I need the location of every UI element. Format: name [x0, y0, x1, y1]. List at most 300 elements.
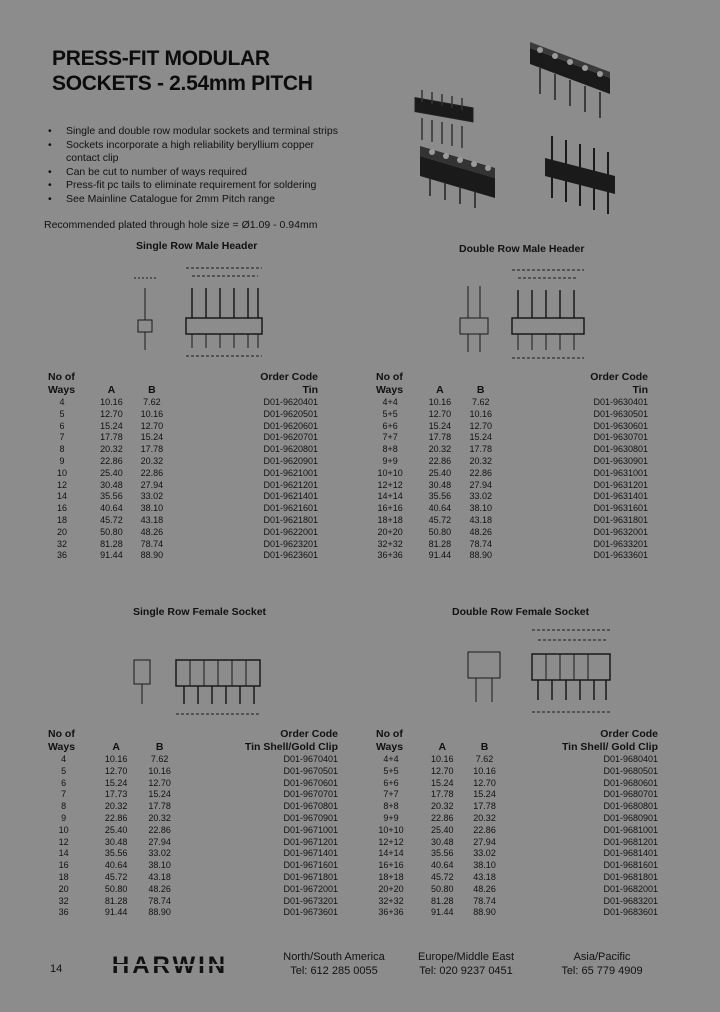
cell-ways: 4+4: [383, 754, 399, 764]
feature-item: • See Mainline Catalogue for 2mm Pitch range: [48, 193, 348, 207]
col-header-ways-line: No of: [48, 371, 75, 383]
table-row: [48, 432, 318, 444]
region-name: North/South America: [283, 951, 385, 963]
cell-order-code: D01-9680701: [603, 789, 658, 800]
table-row: [48, 848, 338, 860]
cell-ways: 14+14: [377, 491, 403, 502]
col-header-a: [94, 371, 129, 397]
cell-ways: 8: [61, 801, 67, 812]
cell-order-code: D01-9670501: [283, 765, 338, 776]
table-row: [48, 766, 338, 778]
cell-a: 40.64: [428, 503, 452, 514]
table-row: [48, 754, 338, 766]
cell-b: 22.86: [473, 824, 496, 835]
cell-order-code: D01-9671401: [283, 848, 338, 859]
table-row: [48, 778, 338, 790]
cell-order-code: D01-9630601: [593, 420, 648, 431]
cell-a: 10.16: [100, 397, 123, 407]
cell-a: 81.28: [100, 538, 123, 549]
table-row: [376, 397, 648, 409]
cell-b: 17.78: [140, 444, 164, 455]
col-header-order-code-line: Tin: [632, 384, 648, 396]
cell-a: 15.24: [104, 777, 128, 788]
cell-b: 48.26: [148, 883, 171, 894]
cell-ways: 9+9: [382, 455, 398, 466]
title-line-2: SOCKETS - 2.54mm PITCH: [52, 72, 313, 95]
col-header-order-code-line: Tin Shell/Gold Clip: [244, 741, 338, 753]
cell-b: 38.10: [473, 860, 496, 871]
col-header-b-line: B: [155, 741, 164, 753]
cell-order-code: D01-9670701: [283, 789, 338, 800]
table-row: [376, 409, 648, 421]
heading-single-male: Single Row Male Header: [136, 240, 258, 252]
footer-region-europe: [404, 950, 528, 978]
cell-a: 25.40: [431, 824, 454, 835]
cell-a: 10.16: [428, 397, 452, 407]
col-header-order-code-line: Tin: [302, 384, 318, 396]
table-row: [376, 860, 658, 872]
cell-ways: 9: [61, 812, 67, 823]
cell-order-code: D01-9631201: [593, 479, 648, 490]
cell-b: 15.24: [140, 432, 164, 443]
cell-b: 38.10: [140, 503, 164, 514]
cell-ways: 9+9: [383, 812, 399, 823]
cell-a: 17.78: [431, 789, 454, 800]
cell-ways: 16: [56, 503, 67, 514]
table-row: [48, 837, 338, 849]
cell-order-code: D01-9631801: [593, 514, 648, 525]
table-row: [376, 444, 648, 456]
col-header-ways-line: Ways: [48, 384, 76, 396]
cell-order-code: D01-9620601: [263, 420, 318, 431]
cell-order-code: D01-9623201: [263, 538, 318, 549]
col-header-b-line: B: [148, 384, 156, 396]
cell-ways: 12+12: [378, 836, 404, 847]
table-row: [376, 766, 658, 778]
cell-order-code: D01-9681401: [603, 848, 658, 859]
table-row: [376, 503, 648, 515]
cell-order-code: D01-9672001: [283, 883, 338, 894]
cell-b: 78.74: [469, 538, 492, 549]
cell-b: 10.16: [140, 408, 164, 419]
cell-order-code: D01-9670801: [283, 801, 338, 812]
cell-b: 7.62: [143, 397, 161, 407]
table-row: [376, 550, 648, 562]
table-double-male: [376, 371, 648, 562]
heading-single-female: Single Row Female Socket: [133, 606, 267, 618]
photo-double-male: [545, 136, 615, 214]
cell-ways: 32+32: [377, 538, 403, 549]
col-header-order-code: [504, 371, 648, 397]
cell-a: 22.86: [428, 455, 452, 466]
region-phone: Tel: 612 285 0055: [290, 965, 378, 977]
photo-single-row-strip: [415, 90, 473, 148]
col-header-ways-line: Ways: [376, 741, 404, 753]
cell-ways: 4: [61, 754, 67, 764]
table-header-row: [48, 371, 318, 397]
cell-a: 40.64: [431, 860, 454, 871]
cell-a: 22.86: [100, 455, 123, 466]
cell-ways: 16: [58, 860, 69, 871]
cell-a: 45.72: [104, 871, 128, 882]
cell-order-code: D01-9620401: [263, 397, 318, 407]
cell-a: 17.78: [100, 432, 123, 443]
table-row: [376, 527, 648, 539]
cell-order-code: D01-9631401: [593, 491, 648, 502]
table-row: [376, 825, 658, 837]
heading-double-male: Double Row Male Header: [459, 243, 585, 255]
cell-b: 7.62: [150, 754, 169, 764]
cell-b: 7.62: [475, 754, 494, 764]
table-row: [48, 801, 338, 813]
col-header-order-code-line: Order Code: [590, 371, 648, 383]
table-row: [48, 789, 338, 801]
cell-a: 10.16: [431, 754, 454, 764]
col-header-ways-line: Ways: [376, 384, 404, 396]
cell-ways: 10: [58, 824, 69, 835]
drawing-double-female: [448, 622, 618, 722]
cell-b: 43.18: [148, 871, 171, 882]
table-row: [48, 813, 338, 825]
page-number: 14: [50, 963, 63, 975]
col-header-ways: [376, 371, 422, 397]
cell-ways: 12: [58, 836, 69, 847]
cell-order-code: D01-9681201: [603, 836, 658, 847]
col-header-ways: [376, 728, 424, 754]
cell-a: 20.32: [428, 444, 452, 455]
cell-a: 45.72: [100, 514, 123, 525]
cell-b: 88.90: [473, 907, 496, 918]
cell-order-code: D01-9632001: [593, 526, 648, 537]
cell-b: 7.62: [471, 397, 490, 407]
feature-item: • Press-fit pc tails to eliminate requirement for soldering: [48, 179, 348, 193]
col-header-a-line: A: [436, 384, 444, 396]
cell-order-code: D01-9621401: [263, 491, 318, 502]
table-row: [48, 491, 318, 503]
table-row: [376, 789, 658, 801]
cell-order-code: D01-9673201: [283, 895, 338, 906]
cell-a: 25.40: [104, 824, 128, 835]
table-row: [376, 754, 658, 766]
table-row: [376, 468, 648, 480]
cell-ways: 6+6: [383, 777, 399, 788]
cell-b: 20.32: [140, 455, 164, 466]
feature-item: • Can be cut to number of ways required: [48, 166, 348, 180]
cell-order-code: D01-9630901: [593, 455, 648, 466]
cell-ways: 14: [56, 491, 67, 502]
cell-a: 20.32: [104, 801, 128, 812]
cell-b: 78.74: [148, 895, 171, 906]
cell-b: 48.26: [140, 526, 164, 537]
region-name: Asia/Pacific: [573, 951, 631, 963]
cell-ways: 36+36: [377, 550, 403, 561]
cell-ways: 5+5: [382, 408, 398, 419]
table-row: [376, 801, 658, 813]
cell-b: 78.74: [140, 538, 164, 549]
table-row: [48, 539, 318, 551]
hole-size-note: Recommended plated through hole size = Ø1.09 - 0.94mm: [44, 219, 318, 231]
table-single-male: [48, 371, 318, 562]
cell-ways: 6: [59, 420, 65, 431]
cell-b: 15.24: [473, 789, 496, 800]
col-header-order-code: [184, 728, 338, 754]
cell-a: 15.24: [428, 420, 452, 431]
cell-a: 50.80: [104, 883, 128, 894]
cell-b: 15.24: [469, 432, 492, 443]
cell-a: 35.56: [428, 491, 452, 502]
cell-b: 43.18: [140, 514, 164, 525]
cell-b: 78.74: [473, 895, 496, 906]
cell-order-code: D01-9620801: [263, 444, 318, 455]
cell-b: 88.90: [140, 550, 164, 561]
cell-order-code: D01-9683201: [603, 895, 658, 906]
cell-ways: 18+18: [378, 871, 404, 882]
table-row: [376, 872, 658, 884]
cell-order-code: D01-9683601: [603, 907, 658, 918]
cell-a: 12.70: [104, 765, 128, 776]
table-row: [48, 550, 318, 562]
col-header-a-line: A: [438, 741, 447, 753]
cell-ways: 20: [58, 883, 69, 894]
table-row: [48, 860, 338, 872]
cell-b: 88.90: [148, 907, 171, 918]
col-header-order-code: [175, 371, 318, 397]
cell-a: 81.28: [431, 895, 454, 906]
cell-order-code: D01-9620901: [263, 455, 318, 466]
title-line-1: PRESS-FIT MODULAR: [52, 47, 270, 70]
cell-a: 20.32: [100, 444, 123, 455]
table-row: [376, 491, 648, 503]
cell-a: 17.73: [104, 789, 128, 800]
cell-b: 17.78: [473, 801, 496, 812]
cell-b: 10.16: [148, 765, 171, 776]
cell-a: 91.44: [431, 907, 454, 918]
cell-order-code: D01-9680601: [603, 777, 658, 788]
table-row: [376, 837, 658, 849]
cell-ways: 14: [58, 848, 69, 859]
cell-a: 91.44: [428, 550, 452, 561]
cell-b: 38.10: [148, 860, 171, 871]
col-header-order-code-line: Order Code: [280, 728, 338, 740]
col-header-b-line: B: [476, 384, 485, 396]
cell-order-code: D01-9621201: [263, 479, 318, 490]
cell-ways: 32: [56, 538, 67, 549]
region-phone: Tel: 020 9237 0451: [419, 965, 513, 977]
cell-ways: 20+20: [377, 526, 403, 537]
cell-ways: 20: [56, 526, 67, 537]
photo-double-female: [420, 146, 495, 208]
cell-ways: 36: [56, 550, 67, 561]
cell-a: 50.80: [428, 526, 452, 537]
col-header-a-line: A: [112, 741, 120, 753]
table-row: [376, 907, 658, 919]
cell-b: 43.18: [469, 514, 492, 525]
col-header-b: [461, 728, 509, 754]
cell-ways: 9: [59, 455, 65, 466]
col-header-ways-line: No of: [48, 728, 75, 740]
cell-ways: 7: [61, 789, 67, 800]
cell-ways: 18: [58, 871, 69, 882]
cell-order-code: D01-9680901: [603, 812, 658, 823]
logo-text: HARWIN: [111, 953, 229, 977]
table-row: [376, 896, 658, 908]
cell-b: 17.78: [469, 444, 492, 455]
cell-b: 17.78: [148, 801, 171, 812]
table-row: [48, 907, 338, 919]
cell-ways: 14+14: [378, 848, 404, 859]
cell-ways: 32+32: [378, 895, 404, 906]
cell-b: 33.02: [140, 491, 164, 502]
table-row: [48, 884, 338, 896]
cell-ways: 4: [59, 397, 65, 407]
drawing-double-male: [440, 262, 590, 366]
cell-b: 27.94: [473, 836, 496, 847]
cell-a: 45.72: [428, 514, 452, 525]
cell-order-code: D01-9671201: [283, 836, 338, 847]
col-header-a: [424, 728, 461, 754]
table-row: [48, 397, 318, 409]
table-header-row: [376, 371, 648, 397]
cell-order-code: D01-9673601: [283, 907, 338, 918]
table-row: [376, 480, 648, 492]
col-header-a: [97, 728, 135, 754]
cell-a: 35.56: [104, 848, 128, 859]
table-row: [376, 421, 648, 433]
cell-order-code: D01-9621601: [263, 503, 318, 514]
cell-a: 12.70: [100, 408, 123, 419]
table-row: [48, 527, 318, 539]
feature-item: • Single and double row modular sockets and terminal strips: [48, 125, 348, 139]
col-header-ways-line: Ways: [48, 741, 76, 753]
drawing-single-male: [130, 258, 280, 366]
table-row: [376, 884, 658, 896]
cell-order-code: D01-9670601: [283, 777, 338, 788]
cell-order-code: D01-9671001: [283, 824, 338, 835]
table-row: [376, 848, 658, 860]
col-header-b: [458, 371, 504, 397]
cell-ways: 5: [59, 408, 65, 419]
table-row: [48, 480, 318, 492]
cell-ways: 10+10: [378, 824, 404, 835]
cell-b: 20.32: [473, 812, 496, 823]
cell-b: 10.16: [473, 765, 496, 776]
cell-order-code: D01-9682001: [603, 883, 658, 894]
table-row: [376, 456, 648, 468]
col-header-ways-line: No of: [376, 728, 403, 740]
cell-a: 50.80: [431, 883, 454, 894]
footer-region-asia: [540, 950, 664, 978]
col-header-order-code-line: Order Code: [600, 728, 658, 740]
harwin-logo: [80, 953, 260, 977]
cell-ways: 6+6: [382, 420, 398, 431]
cell-b: 22.86: [140, 467, 164, 478]
region-name: Europe/Middle East: [418, 951, 514, 963]
table-row: [48, 515, 318, 527]
table-header-row: [376, 728, 658, 754]
table-row: [48, 409, 318, 421]
cell-ways: 12: [56, 479, 67, 490]
table-double-female: [376, 728, 658, 919]
col-header-a: [422, 371, 457, 397]
cell-ways: 8: [59, 444, 65, 455]
cell-b: 33.02: [469, 491, 492, 502]
cell-order-code: D01-9670901: [283, 812, 338, 823]
cell-a: 15.24: [431, 777, 454, 788]
cell-a: 40.64: [104, 860, 128, 871]
cell-a: 25.40: [428, 467, 452, 478]
cell-order-code: D01-9631601: [593, 503, 648, 514]
cell-order-code: D01-9633201: [593, 538, 648, 549]
cell-b: 27.94: [148, 836, 171, 847]
col-header-order-code-line: Order Code: [260, 371, 318, 383]
cell-ways: 6: [61, 777, 67, 788]
col-header-ways-line: No of: [376, 371, 403, 383]
table-single-female: [48, 728, 338, 919]
cell-a: 45.72: [431, 871, 454, 882]
cell-order-code: D01-9680401: [603, 754, 658, 764]
cell-ways: 20+20: [378, 883, 404, 894]
cell-ways: 8+8: [383, 801, 399, 812]
table-row: [48, 896, 338, 908]
cell-a: 91.44: [104, 907, 128, 918]
cell-order-code: D01-9623601: [263, 550, 318, 561]
cell-a: 12.70: [431, 765, 454, 776]
cell-ways: 7+7: [383, 789, 399, 800]
page-title: [52, 46, 313, 96]
cell-order-code: D01-9633601: [593, 550, 648, 561]
cell-order-code: D01-9630501: [593, 408, 648, 419]
cell-ways: 16+16: [378, 860, 404, 871]
table-row: [376, 432, 648, 444]
cell-order-code: D01-9621801: [263, 514, 318, 525]
cell-order-code: D01-9671801: [283, 871, 338, 882]
cell-a: 30.48: [431, 836, 454, 847]
cell-order-code: D01-9622001: [263, 526, 318, 537]
table-row: [48, 456, 318, 468]
cell-b: 27.94: [469, 479, 492, 490]
table-row: [48, 468, 318, 480]
cell-order-code: D01-9621001: [263, 467, 318, 478]
cell-b: 38.10: [469, 503, 492, 514]
cell-ways: 32: [58, 895, 69, 906]
table-header-row: [48, 728, 338, 754]
cell-a: 30.48: [100, 479, 123, 490]
col-header-ways: [48, 728, 97, 754]
col-header-ways: [48, 371, 94, 397]
heading-double-female: Double Row Female Socket: [452, 606, 590, 618]
cell-order-code: D01-9630401: [593, 397, 648, 407]
cell-b: 20.32: [469, 455, 492, 466]
cell-b: 12.70: [469, 420, 492, 431]
cell-ways: 5: [61, 765, 67, 776]
cell-order-code: D01-9680801: [603, 801, 658, 812]
cell-ways: 36: [58, 907, 69, 918]
region-phone: Tel: 65 779 4909: [561, 965, 643, 977]
feature-item: • Sockets incorporate a high reliability beryllium copper contact clip: [48, 139, 348, 166]
cell-b: 20.32: [148, 812, 171, 823]
cell-ways: 12+12: [377, 479, 403, 490]
cell-order-code: D01-9620701: [263, 432, 318, 443]
cell-order-code: D01-9681801: [603, 871, 658, 882]
cell-ways: 16+16: [377, 503, 403, 514]
cell-a: 35.56: [100, 491, 123, 502]
cell-b: 10.16: [469, 408, 492, 419]
col-header-b: [135, 728, 184, 754]
cell-order-code: D01-9681601: [603, 860, 658, 871]
table-row: [376, 515, 648, 527]
cell-a: 30.48: [428, 479, 452, 490]
cell-a: 35.56: [431, 848, 454, 859]
